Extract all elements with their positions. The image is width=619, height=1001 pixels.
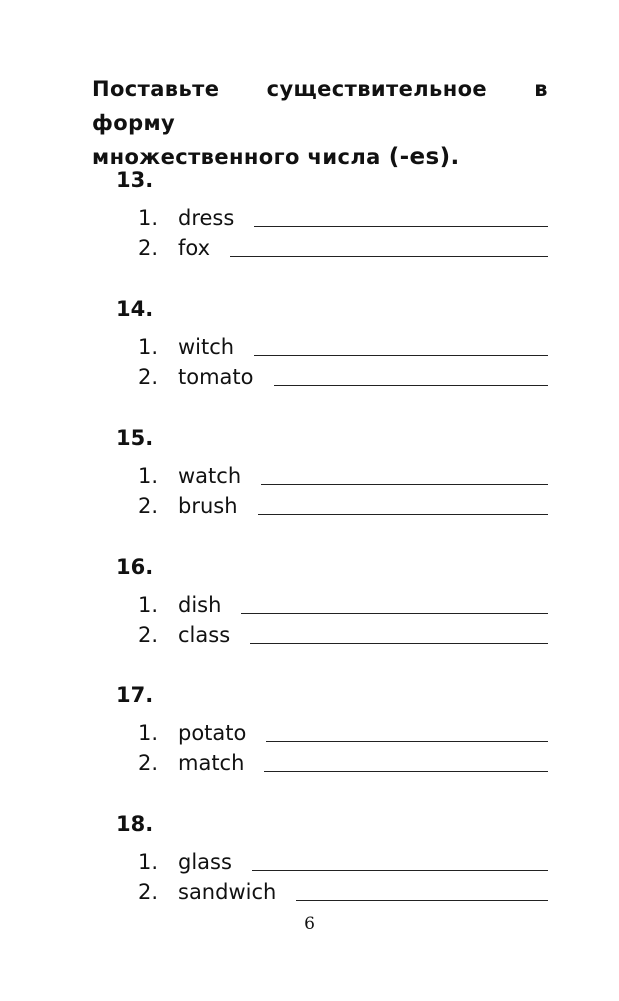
- item-word: dish: [178, 593, 222, 617]
- exercise-number: 14.: [116, 297, 154, 321]
- exercise-item: [138, 234, 548, 262]
- answer-line[interactable]: [254, 226, 548, 227]
- exercise-15: [116, 424, 548, 518]
- exercise-14: [116, 295, 548, 389]
- instruction-heading: [92, 72, 548, 174]
- item-word: match: [178, 751, 245, 775]
- item-number: 1.: [138, 335, 159, 359]
- exercise-item: [138, 878, 548, 906]
- instruction-line-2-text: множественного числа: [92, 145, 381, 169]
- exercise-item: [138, 749, 548, 777]
- answer-line[interactable]: [258, 514, 548, 515]
- item-number: 2.: [138, 751, 159, 775]
- answer-line[interactable]: [264, 771, 548, 772]
- answer-line[interactable]: [252, 870, 548, 871]
- exercise-number: 16.: [116, 555, 154, 579]
- exercise-number: 17.: [116, 683, 154, 707]
- item-word: glass: [178, 850, 232, 874]
- exercise-number: 15.: [116, 426, 154, 450]
- exercise-item: [138, 333, 548, 361]
- answer-line[interactable]: [296, 900, 548, 901]
- item-number: 1.: [138, 593, 159, 617]
- answer-line[interactable]: [241, 613, 548, 614]
- answer-line[interactable]: [266, 741, 548, 742]
- answer-line[interactable]: [230, 256, 548, 257]
- exercise-18: [116, 810, 548, 904]
- item-word: brush: [178, 494, 238, 518]
- exercise-16: [116, 553, 548, 647]
- item-word: tomato: [178, 365, 254, 389]
- exercise-item: [138, 848, 548, 876]
- item-number: 2.: [138, 236, 159, 260]
- answer-line[interactable]: [254, 355, 548, 356]
- answer-line[interactable]: [261, 484, 548, 485]
- item-word: fox: [178, 236, 211, 260]
- item-number: 2.: [138, 494, 159, 518]
- instruction-line-1: Поставьте существительное в форму: [92, 77, 548, 135]
- item-word: sandwich: [178, 880, 277, 904]
- item-number: 1.: [138, 721, 159, 745]
- instruction-suffix: (-es).: [388, 144, 460, 170]
- exercise-item: [138, 492, 548, 520]
- exercise-item: [138, 363, 548, 391]
- exercise-item: [138, 719, 548, 747]
- item-number: 1.: [138, 850, 159, 874]
- item-number: 2.: [138, 623, 159, 647]
- page-number: 6: [304, 914, 315, 934]
- item-number: 1.: [138, 464, 159, 488]
- item-number: 2.: [138, 880, 159, 904]
- exercise-13: [116, 166, 548, 260]
- exercise-number: 13.: [116, 168, 154, 192]
- exercise-number: 18.: [116, 812, 154, 836]
- exercise-item: [138, 591, 548, 619]
- exercise-item: [138, 204, 548, 232]
- item-word: witch: [178, 335, 235, 359]
- exercise-item: [138, 462, 548, 490]
- answer-line[interactable]: [250, 643, 548, 644]
- item-word: dress: [178, 206, 235, 230]
- answer-line[interactable]: [274, 385, 549, 386]
- item-word: class: [178, 623, 231, 647]
- item-number: 2.: [138, 365, 159, 389]
- item-word: potato: [178, 721, 247, 745]
- exercise-17: [116, 681, 548, 775]
- exercise-item: [138, 621, 548, 649]
- item-number: 1.: [138, 206, 159, 230]
- item-word: watch: [178, 464, 242, 488]
